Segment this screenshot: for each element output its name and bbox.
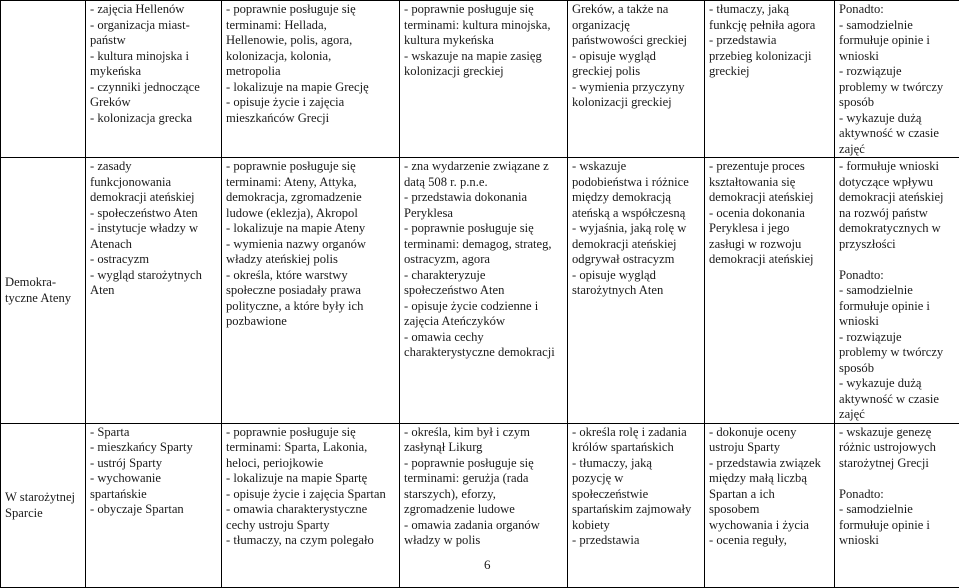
cell-line: mieszkańców Grecji — [226, 111, 395, 127]
cell-line: ustroju Sparty — [709, 440, 830, 456]
cell-line: kształtowania się — [709, 175, 830, 191]
cell-line: - wskazuje na mapie zasięg — [404, 49, 563, 65]
cell-line: - poprawnie posługuje się — [404, 456, 563, 472]
requirement-cell-c4 — [705, 1, 835, 158]
cell-line: między demokracją — [572, 190, 700, 206]
cell-line: - lokalizuje na mapie Grecję — [226, 80, 395, 96]
cell-line: - wymienia przyczyny — [572, 80, 700, 96]
cell-line: terminami: demagog, strateg, — [404, 237, 563, 253]
cell-line: zasługi w rozwoju — [709, 237, 830, 253]
requirement-cell-content — [86, 1, 222, 158]
cell-line: - poprawnie posługuje się — [404, 221, 563, 237]
cell-line: - ocenia reguły, — [709, 533, 830, 549]
cell-line: dotyczące wpływu — [839, 175, 955, 191]
cell-line: problemy w twórczy — [839, 80, 955, 96]
cell-line: - wyjaśnia, jaką rolę w — [572, 221, 700, 237]
cell-line: podobieństwa i różnice — [572, 175, 700, 191]
cell-line: - kolonizacja grecka — [90, 111, 217, 127]
cell-line: - Sparta — [90, 425, 217, 441]
cell-line: - instytucje władzy w — [90, 221, 217, 237]
page-number: 6 — [484, 557, 491, 573]
topic-cell — [1, 158, 86, 424]
cell-line: - wygląd starożytnych — [90, 268, 217, 284]
cell-line: - samodzielnie — [839, 502, 955, 518]
cell-line: wnioski — [839, 533, 955, 549]
requirement-cell-c4 — [705, 158, 835, 424]
table-row — [1, 423, 959, 587]
topic-cell — [1, 1, 86, 158]
cell-line: - poprawnie posługuje się — [226, 2, 395, 18]
cell-line: między małą liczbą — [709, 471, 830, 487]
topic-line: Demokra- — [5, 275, 81, 291]
topic-line: tyczne Ateny — [5, 291, 81, 307]
cell-line: - przedstawia — [709, 33, 830, 49]
cell-line: władzy w polis — [404, 533, 563, 549]
cell-line: demokracji ateńskiej — [709, 252, 830, 268]
cell-line: - kultura minojska i — [90, 49, 217, 65]
cell-line: - zasady — [90, 159, 217, 175]
cell-line: - tłumaczy, na czym polegało — [226, 533, 395, 549]
cell-line: funkcjonowania — [90, 175, 217, 191]
cell-line: terminami: Hellada, — [226, 18, 395, 34]
cell-line: różnic ustrojowych — [839, 440, 955, 456]
cell-line: - lokalizuje na mapie Spartę — [226, 471, 395, 487]
cell-line: - przedstawia związek — [709, 456, 830, 472]
cell-line: - określa rolę i zadania — [572, 425, 700, 441]
requirement-cell-c5 — [835, 158, 959, 424]
cell-line: - ocenia dokonania — [709, 206, 830, 222]
cell-line: Peryklesa i jego — [709, 221, 830, 237]
cell-line: sposób — [839, 361, 955, 377]
cell-line: starszych), eforzy, — [404, 487, 563, 503]
cell-line: państwowości greckiej — [572, 33, 700, 49]
cell-line: - mieszkańcy Sparty — [90, 440, 217, 456]
requirement-cell-content — [86, 423, 222, 587]
cell-line: - przedstawia — [572, 533, 700, 549]
cell-line: zajęć — [839, 407, 955, 423]
cell-line: Spartan a ich — [709, 487, 830, 503]
cell-line: zgromadzenie ludowe — [404, 502, 563, 518]
table-row — [1, 1, 959, 158]
cell-line: - wykazuje dużą — [839, 376, 955, 392]
cell-line: heloci, periojkowie — [226, 456, 395, 472]
cell-line: - opisuje życie i zajęcia — [226, 95, 395, 111]
cell-line: spartańskie — [90, 487, 217, 503]
cell-line: - czynniki jednoczące — [90, 80, 217, 96]
cell-line: kobiety — [572, 518, 700, 534]
cell-line: kultura mykeńska — [404, 33, 563, 49]
cell-line: - wymienia nazwy organów — [226, 237, 395, 253]
cell-line: - ustrój Sparty — [90, 456, 217, 472]
table-row — [1, 158, 959, 424]
cell-line: problemy w twórczy — [839, 345, 955, 361]
requirement-cell-c4 — [705, 423, 835, 587]
cell-line: zajęć — [839, 142, 955, 158]
cell-line: greckiej — [709, 64, 830, 80]
cell-line: państw — [90, 33, 217, 49]
cell-line: metropolia — [226, 64, 395, 80]
cell-line: Peryklesa — [404, 206, 563, 222]
cell-line: Aten — [90, 283, 217, 299]
cell-line: - poprawnie posługuje się — [404, 2, 563, 18]
requirement-cell-content — [86, 158, 222, 424]
cell-line: funkcję pełniła agora — [709, 18, 830, 34]
cell-line: - omawia zadania organów — [404, 518, 563, 534]
cell-line: - określa, które warstwy — [226, 268, 395, 284]
cell-line: demokratycznych w — [839, 221, 955, 237]
topic-line: W starożytnej — [5, 490, 81, 506]
requirement-cell-c1 — [222, 1, 400, 158]
requirement-cell-c2 — [400, 1, 568, 158]
cell-line: - społeczeństwo Aten — [90, 206, 217, 222]
cell-line: - wykazuje dużą — [839, 111, 955, 127]
cell-line: ludowe (eklezja), Akropol — [226, 206, 395, 222]
cell-line: - przedstawia dokonania — [404, 190, 563, 206]
cell-line: społeczeństwo Aten — [404, 283, 563, 299]
cell-line: na rozwój państw — [839, 206, 955, 222]
cell-line: - opisuje życie i zajęcia Spartan — [226, 487, 395, 503]
cell-line: społeczeństwie — [572, 487, 700, 503]
requirement-cell-c3 — [568, 1, 705, 158]
cell-line: przyszłości — [839, 237, 955, 253]
cell-line: cechy ustroju Sparty — [226, 518, 395, 534]
cell-line: formułuje opinie i — [839, 518, 955, 534]
cell-line: greckiej polis — [572, 64, 700, 80]
cell-line: - rozwiązuje — [839, 64, 955, 80]
cell-line: terminami: kultura minojska, — [404, 18, 563, 34]
requirement-cell-c1 — [222, 423, 400, 587]
cell-line: organizację — [572, 18, 700, 34]
cell-line: formułuje opinie i — [839, 33, 955, 49]
cell-line: Atenach — [90, 237, 217, 253]
cell-line: - poprawnie posługuje się — [226, 425, 395, 441]
cell-line: - określa, kim był i czym — [404, 425, 563, 441]
cell-line: - zna wydarzenie związane z — [404, 159, 563, 175]
cell-line: Hellenowie, polis, agora, — [226, 33, 395, 49]
cell-line — [839, 471, 955, 487]
cell-line: spartańskim zajmowały — [572, 502, 700, 518]
cell-line: - samodzielnie — [839, 283, 955, 299]
cell-line: - ostracyzm — [90, 252, 217, 268]
cell-line: Greków — [90, 95, 217, 111]
cell-line: charakterystyczne demokracji — [404, 345, 563, 361]
cell-line: wnioski — [839, 314, 955, 330]
cell-line: Ponadto: — [839, 2, 955, 18]
cell-line: wychowania i życia — [709, 518, 830, 534]
cell-line: sposób — [839, 95, 955, 111]
cell-line: demokracji ateńskiej — [572, 237, 700, 253]
cell-line: starożytnych Aten — [572, 283, 700, 299]
cell-line: - zajęcia Hellenów — [90, 2, 217, 18]
cell-line: - samodzielnie — [839, 18, 955, 34]
cell-line: - opisuje wygląd — [572, 49, 700, 65]
cell-line: kolonizacji greckiej — [572, 95, 700, 111]
requirement-cell-c5 — [835, 1, 959, 158]
cell-line: - omawia cechy — [404, 330, 563, 346]
cell-line: pozycję w — [572, 471, 700, 487]
cell-line: Ponadto: — [839, 268, 955, 284]
cell-line: zajęcia Ateńczyków — [404, 314, 563, 330]
cell-line: społeczne posiadały prawa — [226, 283, 395, 299]
cell-line: formułuje opinie i — [839, 299, 955, 315]
requirement-cell-c2 — [400, 158, 568, 424]
cell-line: Ponadto: — [839, 487, 955, 503]
cell-line: - rozwiązuje — [839, 330, 955, 346]
cell-line: kolonizacja, kolonia, — [226, 49, 395, 65]
cell-line: - tłumaczy, jaką — [572, 456, 700, 472]
cell-line: terminami: gerużja (rada — [404, 471, 563, 487]
cell-line: - tłumaczy, jaką — [709, 2, 830, 18]
cell-line: terminami: Sparta, Lakonia, — [226, 440, 395, 456]
cell-line: - opisuje życie codzienne i — [404, 299, 563, 315]
cell-line: odgrywał ostracyzm — [572, 252, 700, 268]
cell-line: przebieg kolonizacji — [709, 49, 830, 65]
cell-line: demokracji ateńskiej — [90, 190, 217, 206]
requirement-cell-c5 — [835, 423, 959, 587]
cell-line: demokracja, zgromadzenie — [226, 190, 395, 206]
cell-line: starożytnej Grecji — [839, 456, 955, 472]
cell-line: - obyczaje Spartan — [90, 502, 217, 518]
cell-line: - wychowanie — [90, 471, 217, 487]
cell-line: - poprawnie posługuje się — [226, 159, 395, 175]
cell-line: aktywność w czasie — [839, 126, 955, 142]
cell-line: - dokonuje oceny — [709, 425, 830, 441]
cell-line: demokracji ateńskiej — [839, 190, 955, 206]
cell-line: kolonizacji greckiej — [404, 64, 563, 80]
cell-line: mykeńska — [90, 64, 217, 80]
cell-line: demokracji ateńskiej — [709, 190, 830, 206]
topic-cell — [1, 423, 86, 587]
cell-line: pozbawione — [226, 314, 395, 330]
cell-line: Greków, a także na — [572, 2, 700, 18]
cell-line: władzy ateńskiej polis — [226, 252, 395, 268]
cell-line: - charakteryzuje — [404, 268, 563, 284]
cell-line: - lokalizuje na mapie Ateny — [226, 221, 395, 237]
requirement-cell-c1 — [222, 158, 400, 424]
requirement-cell-c3 — [568, 423, 705, 587]
cell-line: - wskazuje — [572, 159, 700, 175]
cell-line: - prezentuje proces — [709, 159, 830, 175]
cell-line: - omawia charakterystyczne — [226, 502, 395, 518]
table-body — [1, 1, 959, 588]
requirement-cell-c3 — [568, 158, 705, 424]
cell-line: - formułuje wnioski — [839, 159, 955, 175]
cell-line: aktywność w czasie — [839, 392, 955, 408]
cell-line: datą 508 r. p.n.e. — [404, 175, 563, 191]
cell-line: zasłynął Likurg — [404, 440, 563, 456]
topic-line: Sparcie — [5, 506, 81, 522]
cell-line: - wskazuje genezę — [839, 425, 955, 441]
cell-line: - organizacja miast- — [90, 18, 217, 34]
cell-line: wnioski — [839, 49, 955, 65]
cell-line: - opisuje wygląd — [572, 268, 700, 284]
cell-line: ostracyzm, agora — [404, 252, 563, 268]
cell-line: sposobem — [709, 502, 830, 518]
cell-line: ateńską a współczesną — [572, 206, 700, 222]
cell-line: polityczne, a które były ich — [226, 299, 395, 315]
cell-line — [839, 252, 955, 268]
cell-line: terminami: Ateny, Attyka, — [226, 175, 395, 191]
cell-line: królów spartańskich — [572, 440, 700, 456]
